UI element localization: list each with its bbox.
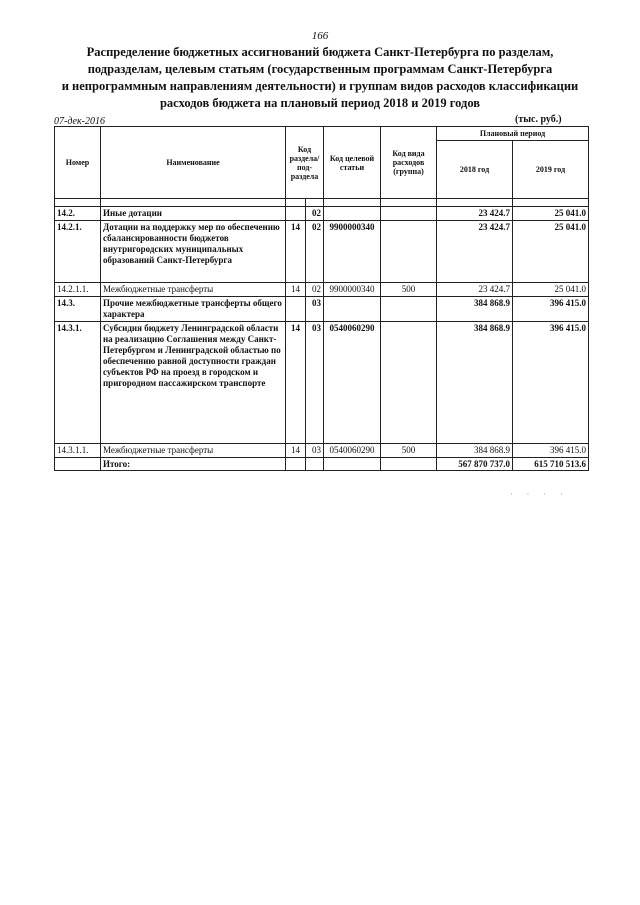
row-kind	[381, 322, 437, 444]
table-row	[55, 283, 589, 297]
row-subsection: 02	[306, 283, 324, 297]
total-subsection-cell	[306, 458, 324, 471]
row-2018: 23 424.7	[437, 221, 513, 283]
row-2019: 25 041.0	[513, 283, 589, 297]
header-section: Код раздела/ под- раздела	[286, 127, 324, 199]
row-subsection: 02	[306, 207, 324, 221]
row-2018: 384 868.9	[437, 322, 513, 444]
row-kind	[381, 221, 437, 283]
row-target	[324, 207, 381, 221]
row-2019: 396 415.0	[513, 322, 589, 444]
row-name: Дотации на поддержку мер по обеспечению сбалансированности бюджетов внутригородских муниципальных образований Санкт-Петербурга	[101, 221, 286, 283]
row-2019: 396 415.0	[513, 444, 589, 458]
row-target: 9900000340	[324, 221, 381, 283]
total-2019: 615 710 513.6	[513, 458, 589, 471]
total-row	[55, 458, 589, 471]
document-date: 07-дек-2016	[54, 116, 105, 127]
row-2018: 23 424.7	[437, 207, 513, 221]
title-line: подразделам, целевым статьям (государственным программам Санкт-Петербурга	[87, 62, 553, 76]
table-body	[55, 199, 589, 471]
header-planned-period: Плановый период	[437, 127, 589, 141]
row-target: 9900000340	[324, 283, 381, 297]
total-label: Итого:	[101, 458, 286, 471]
row-section	[286, 297, 306, 322]
table-row	[55, 322, 589, 444]
row-number: 14.3.1.1.	[55, 444, 101, 458]
header-name: Наименование	[101, 127, 286, 199]
row-number: 14.2.1.1.	[55, 283, 101, 297]
total-section-cell	[286, 458, 306, 471]
row-target: 0540060290	[324, 322, 381, 444]
row-2018: 384 868.9	[437, 444, 513, 458]
row-number: 14.2.1.	[55, 221, 101, 283]
row-number: 14.3.1.	[55, 322, 101, 444]
total-kind-cell	[381, 458, 437, 471]
row-kind: 500	[381, 283, 437, 297]
row-subsection: 03	[306, 322, 324, 444]
row-section: 14	[286, 283, 306, 297]
document-title	[40, 44, 600, 112]
budget-table	[54, 126, 589, 471]
row-2019: 396 415.0	[513, 297, 589, 322]
row-section: 14	[286, 221, 306, 283]
row-name: Субсидия бюджету Ленинградской области на реализацию Соглашения между Санкт-Петербургом и Ленинградской областью по обеспечению равной доступности граждан субъектов РФ на проезд в городском и пригородном пассажирском транспорте	[101, 322, 286, 444]
header-year-2019: 2019 год	[513, 141, 589, 199]
title-line: расходов бюджета на плановый период 2018 и 2019 годов	[159, 96, 481, 110]
row-2018: 384 868.9	[437, 297, 513, 322]
row-name: Межбюджетные трансферты	[101, 444, 286, 458]
total-target-cell	[324, 458, 381, 471]
row-target	[324, 297, 381, 322]
total-2018: 567 870 737.0	[437, 458, 513, 471]
header-target: Код целевой статьи	[324, 127, 381, 199]
row-section: 14	[286, 444, 306, 458]
row-number: 14.2.	[55, 207, 101, 221]
row-subsection: 03	[306, 297, 324, 322]
row-section	[286, 207, 306, 221]
row-kind	[381, 207, 437, 221]
table-row	[55, 221, 589, 283]
total-number-cell	[55, 458, 101, 471]
row-name: Прочие межбюджетные трансферты общего характера	[101, 297, 286, 322]
title-line: и непрограммным направлениям деятельности) и группам видов расходов классификации	[61, 79, 579, 93]
row-2019: 25 041.0	[513, 207, 589, 221]
units-label: (тыс. руб.)	[515, 114, 562, 125]
table-row	[55, 207, 589, 221]
header-year-2018: 2018 год	[437, 141, 513, 199]
row-kind	[381, 297, 437, 322]
row-subsection: 02	[306, 221, 324, 283]
row-2018: 23 424.7	[437, 283, 513, 297]
row-name: Межбюджетные трансферты	[101, 283, 286, 297]
row-number: 14.3.	[55, 297, 101, 322]
row-2019: 25 041.0	[513, 221, 589, 283]
row-kind: 500	[381, 444, 437, 458]
spacer-row	[55, 199, 589, 207]
table-row	[55, 444, 589, 458]
table-row	[55, 297, 589, 322]
row-section: 14	[286, 322, 306, 444]
title-line: Распределение бюджетных ассигнований бюджета Санкт-Петербурга по разделам,	[86, 45, 554, 59]
row-subsection: 03	[306, 444, 324, 458]
header-kind: Код вида расходов (группа)	[381, 127, 437, 199]
row-target: 0540060290	[324, 444, 381, 458]
header-number: Номер	[55, 127, 101, 199]
row-name: Иные дотации	[101, 207, 286, 221]
scan-dots: · · · ·	[510, 490, 569, 499]
page-number: 166	[311, 30, 329, 42]
